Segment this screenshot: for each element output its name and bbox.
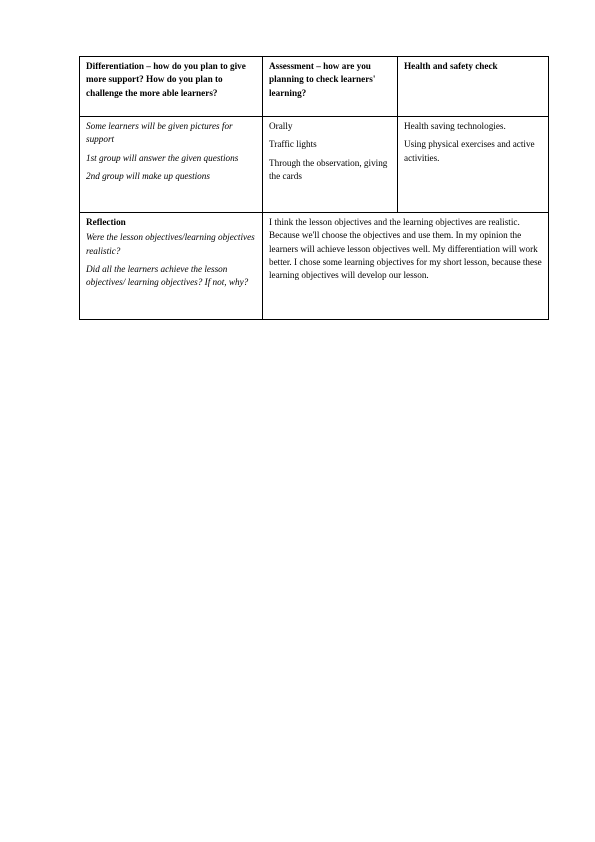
- assessment-item: Traffic lights: [269, 139, 317, 150]
- assessment-item: Through the observation, giving the cards: [269, 157, 388, 182]
- reflection-answer: I think the lesson objectives and the learning objectives are realistic. Because we'll choose the objectives and use them. In my opinion the learners will achieve lesson objectives well. My differentiation will work better. I chose some learning objectives for my short lesson, because these learning objectives will develop our lesson.: [269, 217, 542, 281]
- differentiation-cell: [80, 117, 263, 213]
- reflection-question: Were the lesson objectives/learning objectives realistic?: [86, 232, 255, 256]
- health-safety-header: Health and safety check: [404, 61, 498, 71]
- health-safety-item: Health saving technologies.: [404, 121, 506, 131]
- reflection-question: Did all the learners achieve the lesson objectives/ learning objectives? If not, why?: [86, 264, 249, 288]
- table-row: [80, 117, 549, 213]
- assessment-header-cell: [263, 57, 398, 117]
- reflection-title: Reflection: [86, 217, 126, 227]
- differentiation-item: 2nd group will make up questions: [86, 171, 210, 182]
- differentiation-item: Some learners will be given pictures for support: [86, 121, 233, 145]
- health-safety-cell: [398, 117, 549, 213]
- table-header-row: [80, 57, 549, 117]
- differentiation-item: 1st group will answer the given questions: [86, 152, 239, 163]
- reflection-cell: [80, 213, 263, 320]
- assessment-item: Orally: [269, 121, 293, 131]
- assessment-header: Assessment – how are you planning to check learners' learning?: [269, 61, 376, 98]
- reflection-row: [80, 213, 549, 320]
- health-safety-item: Using physical exercises and active activities.: [404, 139, 535, 163]
- reflection-answer-cell: [263, 213, 549, 320]
- lesson-plan-table: [79, 56, 549, 320]
- health-safety-header-cell: [398, 57, 549, 117]
- assessment-cell: [263, 117, 398, 213]
- differentiation-header: Differentiation – how do you plan to give more support? How do you plan to challenge the more able learners?: [86, 61, 246, 98]
- differentiation-header-cell: [80, 57, 263, 117]
